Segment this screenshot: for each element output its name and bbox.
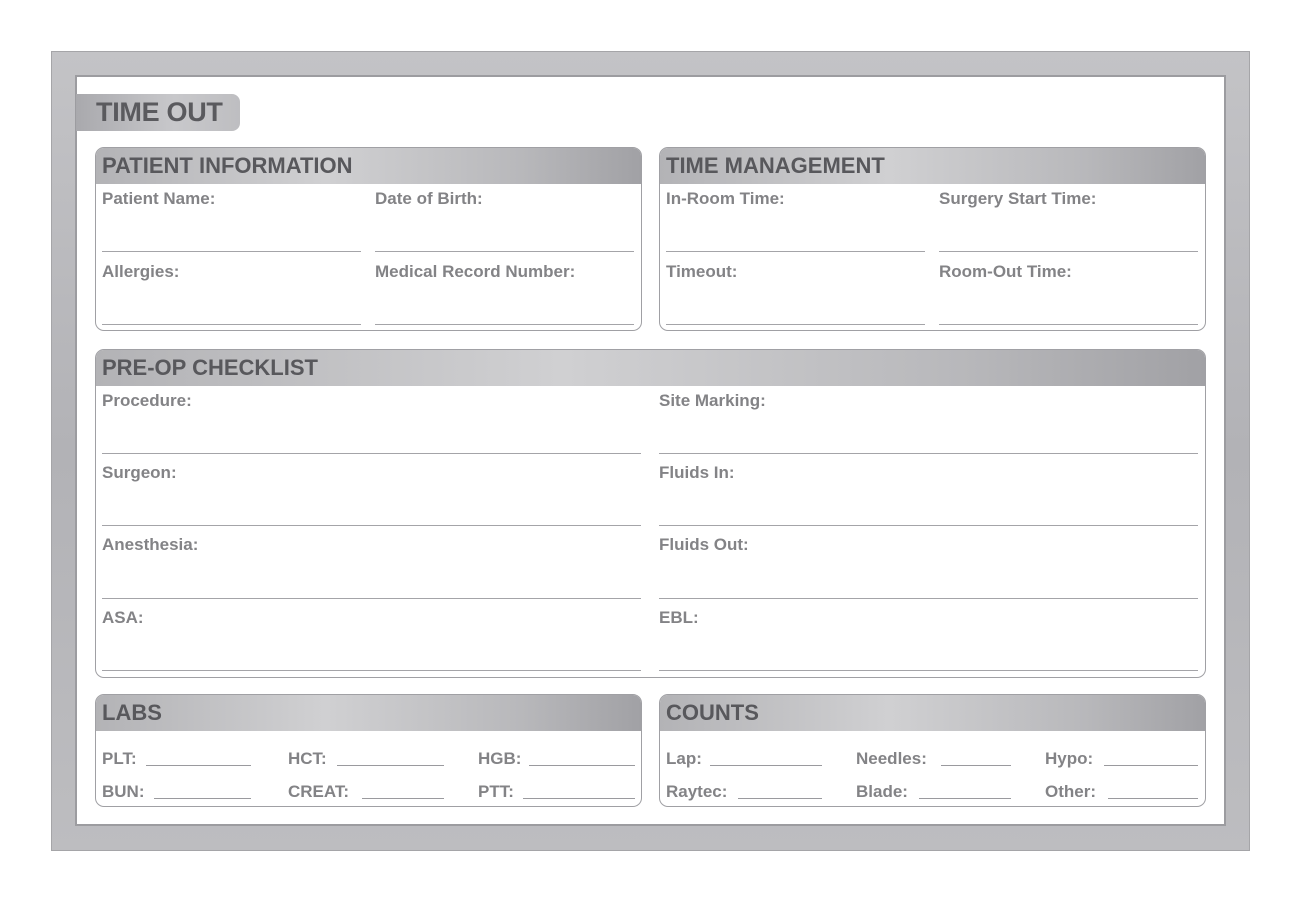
hgb-label: HGB:: [478, 749, 522, 768]
hct-line[interactable]: [337, 765, 444, 766]
in-room-time-label: In-Room Time:: [666, 189, 785, 208]
ptt-line[interactable]: [523, 798, 635, 799]
lap-label: Lap:: [666, 749, 702, 768]
plt-label: PLT:: [102, 749, 137, 768]
timeout-line[interactable]: [666, 324, 925, 325]
anesthesia-line[interactable]: [102, 598, 641, 599]
fluids-out-line[interactable]: [659, 598, 1198, 599]
lap-line[interactable]: [710, 765, 822, 766]
room-out-time-line[interactable]: [939, 324, 1198, 325]
surgeon-label: Surgeon:: [102, 463, 177, 482]
asa-label: ASA:: [102, 608, 144, 627]
board-title: TIME OUT: [96, 97, 223, 127]
in-room-time-line[interactable]: [666, 251, 925, 252]
plt-line[interactable]: [146, 765, 251, 766]
ptt-label: PTT:: [478, 782, 514, 801]
procedure-label: Procedure:: [102, 391, 192, 410]
ebl-label: EBL:: [659, 608, 699, 627]
other-label: Other:: [1045, 782, 1096, 801]
counts-panel: [659, 694, 1206, 807]
surgery-start-time-label: Surgery Start Time:: [939, 189, 1097, 208]
blade-line[interactable]: [919, 798, 1011, 799]
hgb-line[interactable]: [529, 765, 635, 766]
patient-information-title: PATIENT INFORMATION: [102, 153, 353, 178]
creat-label: CREAT:: [288, 782, 350, 801]
surgeon-line[interactable]: [102, 525, 641, 526]
labs-panel: [95, 694, 642, 807]
pre-op-checklist-title: PRE-OP CHECKLIST: [102, 355, 318, 380]
labs-header: [96, 695, 641, 731]
site-marking-line[interactable]: [659, 453, 1198, 454]
pre-op-checklist-panel: [95, 349, 1206, 678]
allergies-label: Allergies:: [102, 262, 180, 281]
date-of-birth-label: Date of Birth:: [375, 189, 483, 208]
medical-record-number-line[interactable]: [375, 324, 634, 325]
patient-information-header: [96, 148, 641, 184]
labs-title: LABS: [102, 700, 162, 725]
bun-line[interactable]: [154, 798, 251, 799]
patient-information-panel: [95, 147, 642, 331]
fluids-out-label: Fluids Out:: [659, 535, 749, 554]
hypo-label: Hypo:: [1045, 749, 1094, 768]
patient-name-label: Patient Name:: [102, 189, 216, 208]
pre-op-checklist-header: [96, 350, 1205, 386]
hypo-line[interactable]: [1104, 765, 1198, 766]
bun-label: BUN:: [102, 782, 145, 801]
counts-header: [660, 695, 1205, 731]
time-management-header: [660, 148, 1205, 184]
raytec-label: Raytec:: [666, 782, 728, 801]
timeout-label: Timeout:: [666, 262, 738, 281]
fluids-in-label: Fluids In:: [659, 463, 735, 482]
patient-name-line[interactable]: [102, 251, 361, 252]
hct-label: HCT:: [288, 749, 327, 768]
other-line[interactable]: [1108, 798, 1198, 799]
allergies-line[interactable]: [102, 324, 361, 325]
creat-line[interactable]: [362, 798, 444, 799]
date-of-birth-line[interactable]: [375, 251, 634, 252]
ebl-line[interactable]: [659, 670, 1198, 671]
needles-label: Needles:: [856, 749, 927, 768]
needles-line[interactable]: [941, 765, 1011, 766]
raytec-line[interactable]: [738, 798, 822, 799]
time-management-title: TIME MANAGEMENT: [666, 153, 885, 178]
procedure-line[interactable]: [102, 453, 641, 454]
board-title-tab: [76, 94, 240, 131]
site-marking-label: Site Marking:: [659, 391, 766, 410]
asa-line[interactable]: [102, 670, 641, 671]
fluids-in-line[interactable]: [659, 525, 1198, 526]
medical-record-number-label: Medical Record Number:: [375, 262, 576, 281]
surgery-start-time-line[interactable]: [939, 251, 1198, 252]
anesthesia-label: Anesthesia:: [102, 535, 199, 554]
counts-title: COUNTS: [666, 700, 759, 725]
blade-label: Blade:: [856, 782, 908, 801]
time-management-panel: [659, 147, 1206, 331]
room-out-time-label: Room-Out Time:: [939, 262, 1072, 281]
